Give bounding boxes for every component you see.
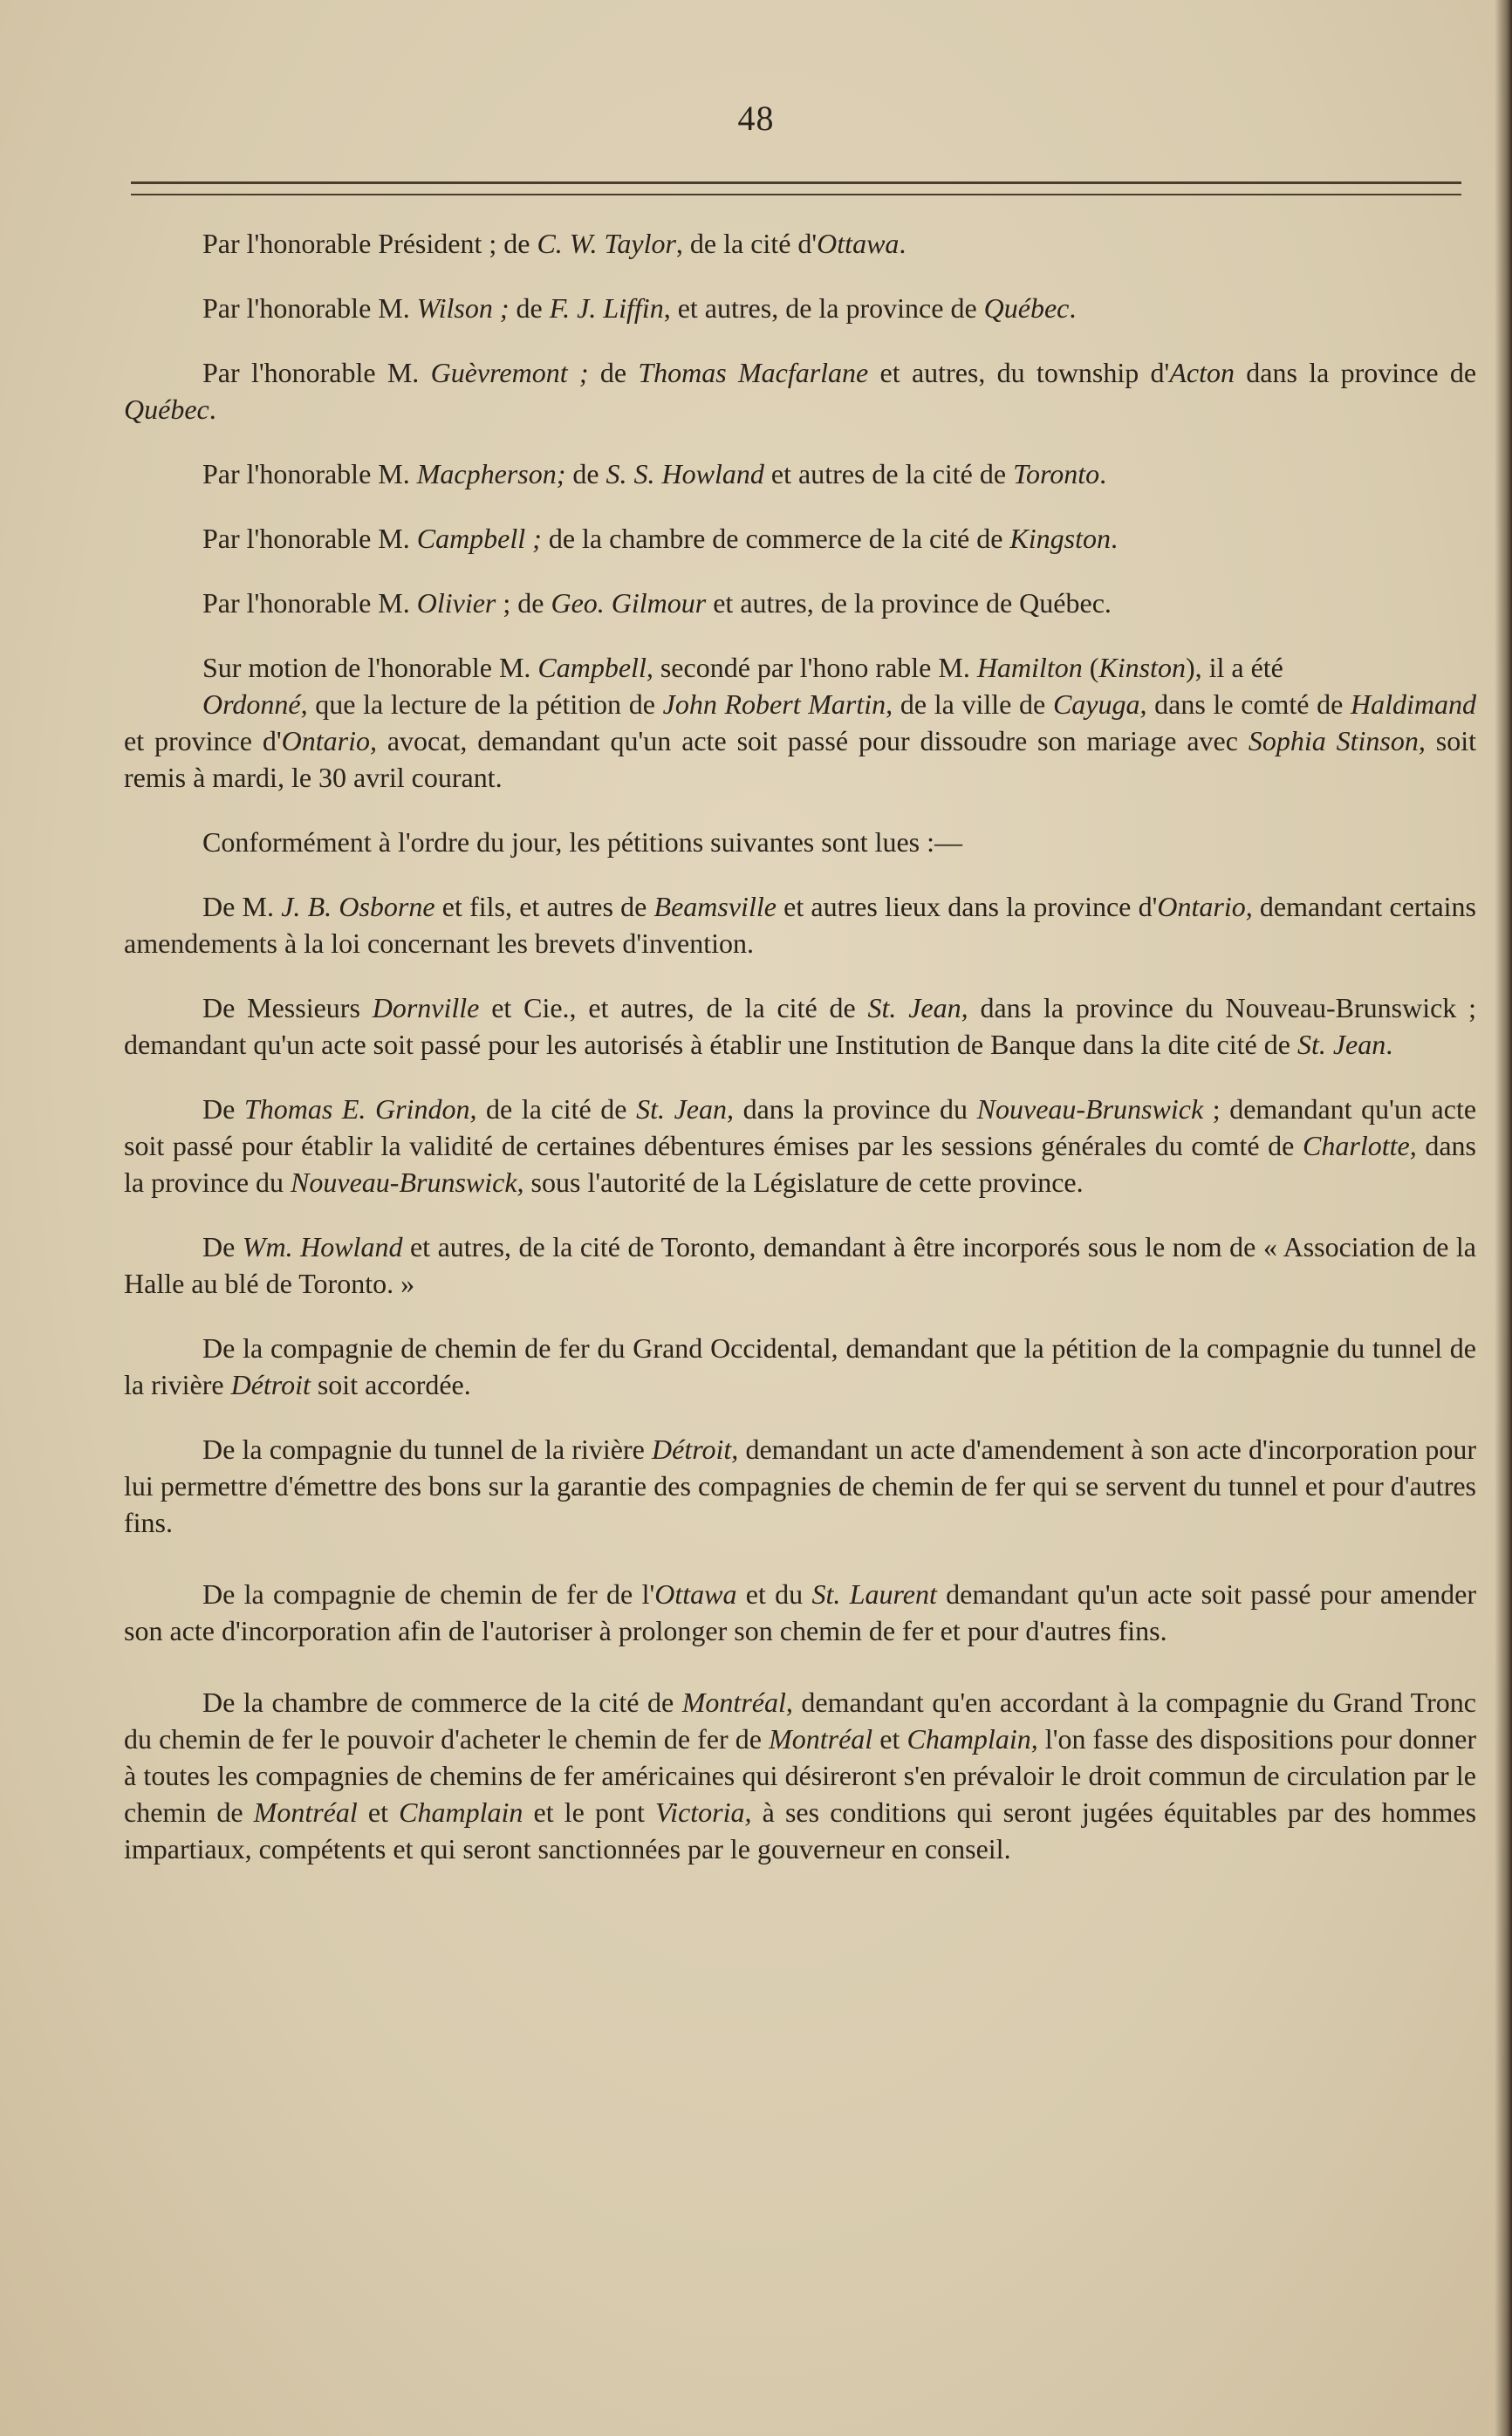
- paragraph: [124, 1431, 1476, 1541]
- text-run: demandant un acte d'amendement à son acte d'incorporation pour lui permettre d'émettre des bons sur la garantie des compagnies de chemin de fer qui se servent du tunnel et pour d'autres fins.: [124, 1434, 1477, 1538]
- text-run: De Messieurs: [202, 992, 373, 1023]
- italic-name: Montréal: [769, 1723, 873, 1755]
- italic-name: Campbell,: [537, 652, 653, 683]
- italic-name: Québec: [983, 292, 1070, 324]
- italic-name: St. Jean,: [636, 1093, 734, 1125]
- italic-name: Sophia Stinson,: [1248, 725, 1426, 756]
- paragraph: [124, 686, 1476, 796]
- text-run: à ses conditions qui seront jugées équitables par des hommes impartiaux, compétents et qui seront sanctionnées par le gouverneur en conseil.: [124, 1796, 1477, 1865]
- italic-name: Macpherson;: [416, 458, 566, 489]
- text-run: .: [899, 228, 907, 259]
- paragraph: [124, 1684, 1476, 1867]
- page-number: 48: [737, 99, 775, 138]
- text-run: Par l'honorable M.: [202, 292, 417, 324]
- paragraph: [124, 290, 1476, 326]
- italic-name: Ontario,: [1157, 891, 1253, 922]
- italic-name: Nouveau-Brunswick,: [291, 1167, 524, 1198]
- italic-name: John Robert Martin,: [662, 688, 893, 720]
- italic-name: S. S. Howland: [605, 458, 764, 489]
- text-run: demandant qu'un acte soit passé pour amender son acte d'incorporation afin de l'autoriser à prolonger son chemin de fer et pour d'autres fins.: [124, 1578, 1477, 1646]
- text-run: et province d': [124, 725, 282, 756]
- text-run: et Cie., et autres, de la cité de: [479, 992, 868, 1023]
- text-run: et autres lieux dans la province d': [776, 891, 1158, 922]
- text-run: avocat, demandant qu'un acte soit passé pour dissoudre son mariage avec: [376, 725, 1249, 756]
- text-run: sous l'autorité de la Législature de cette province.: [523, 1167, 1084, 1198]
- text-run: demandant certains amendements à la loi concernant les brevets d'invention.: [124, 891, 1477, 959]
- italic-name: Thomas E. Grindon,: [243, 1093, 477, 1125]
- paragraph: [124, 888, 1476, 961]
- italic-name: Beamsville: [653, 891, 777, 922]
- italic-name: Nouveau-Brunswick: [976, 1093, 1204, 1125]
- text-run: secondé par l'hono rable M.: [653, 652, 977, 683]
- italic-name: Montréal,: [681, 1687, 793, 1718]
- header-rule-thick: [131, 181, 1461, 184]
- italic-name: Thomas Macfarlane: [638, 357, 869, 388]
- text-run: Conformément à l'ordre du jour, les pétitions suivantes sont lues :—: [202, 826, 963, 858]
- italic-name: Haldimand: [1351, 688, 1477, 720]
- text-run: de la cité de: [476, 1093, 637, 1125]
- text-run: ; de: [496, 587, 551, 619]
- text-run: et: [357, 1796, 400, 1828]
- italic-name: Champlain,: [907, 1723, 1038, 1755]
- italic-name: St. Laurent: [811, 1578, 937, 1610]
- text-run: l'on fasse des dispositions pour donner à toutes les compagnies de chemins de fer américaines qui désireront s'en prévaloir le droit commun de circulation par le chemin de: [124, 1723, 1477, 1828]
- text-run: de: [588, 357, 639, 388]
- text-run: dans le comté de: [1146, 688, 1351, 720]
- italic-name: Victoria,: [655, 1796, 752, 1828]
- text-run: et autres, de la cité de Toronto, demandant à être incorporés sous le nom de « Association de la Halle au blé de Toronto. »: [124, 1231, 1477, 1299]
- italic-name: Champlain: [399, 1796, 523, 1828]
- text-run: Sur motion de l'honorable M.: [202, 652, 538, 683]
- paragraph: [124, 354, 1476, 428]
- text-run: et autres, du township d': [868, 357, 1170, 388]
- italic-name: J. B. Osborne: [281, 891, 435, 922]
- text-run: et fils, et autres de: [434, 891, 654, 922]
- italic-name: Charlotte,: [1303, 1130, 1417, 1161]
- text-run: De la compagnie de chemin de fer de l': [202, 1578, 655, 1610]
- paragraph: [124, 649, 1476, 686]
- text-run: .: [1099, 458, 1107, 489]
- text-run: dans la province du Nouveau-Brunswick ; demandant qu'un acte soit passé pour les autorisés à établir une Institution de Banque dans la dite cité de: [124, 992, 1477, 1060]
- text-run: soit accordée.: [310, 1369, 471, 1400]
- text-run: De: [202, 1093, 244, 1125]
- italic-name: St. Jean: [1296, 1029, 1386, 1060]
- italic-name: Geo. Gilmour: [551, 587, 707, 619]
- text-run: Par l'honorable M.: [202, 523, 417, 554]
- text-run: (: [1082, 652, 1099, 683]
- italic-name: Hamilton: [976, 652, 1083, 683]
- text-run: Par l'honorable Président ; de: [202, 228, 537, 259]
- italic-name: Campbell ;: [416, 523, 542, 554]
- italic-name: St. Jean,: [867, 992, 968, 1023]
- text-run: Par l'honorable M.: [202, 587, 417, 619]
- text-run: .: [1069, 292, 1077, 324]
- text-run: De: [202, 1231, 243, 1262]
- italic-name: Cayuga,: [1052, 688, 1147, 720]
- italic-name: Kinston: [1098, 652, 1186, 683]
- italic-name: Kingston: [1009, 523, 1111, 554]
- paragraph: [124, 1228, 1476, 1302]
- italic-name: Ontario,: [281, 725, 377, 756]
- text-run: ), il a été: [1185, 652, 1283, 683]
- text-run: ; demandant qu'un acte soit passé pour établir la validité de certaines débentures émises par les sessions générales du comté de: [124, 1093, 1477, 1161]
- text-run: de la ville de: [893, 688, 1053, 720]
- text-run: , et autres, de la province de: [663, 292, 984, 324]
- text-run: .: [209, 393, 216, 425]
- text-run: .: [1385, 1029, 1393, 1060]
- text-run: demandant qu'en accordant à la compagnie du Grand Tronc du chemin de fer le pouvoir d'acheter le chemin de fer de: [124, 1687, 1476, 1755]
- paragraph: [124, 1576, 1476, 1649]
- paragraph: [124, 824, 1476, 860]
- header-rule-thin: [131, 194, 1461, 195]
- text-run: dans la province du: [124, 1130, 1477, 1198]
- text-run: de: [565, 458, 606, 489]
- text-run: , de la cité d': [675, 228, 818, 259]
- paragraph: [124, 455, 1476, 492]
- italic-name: Olivier: [416, 587, 496, 619]
- text-run: Par l'honorable M.: [202, 458, 417, 489]
- italic-name: Détroit: [230, 1369, 311, 1400]
- text-run: soit remis à mardi, le 30 avril courant.: [124, 725, 1477, 793]
- italic-name: Ottawa: [817, 228, 900, 259]
- text-run: .: [1110, 523, 1118, 554]
- italic-name: Québec: [124, 393, 209, 425]
- text-run: de la chambre de commerce de la cité de: [541, 523, 1010, 554]
- page-edge-shadow: [1495, 0, 1512, 2436]
- text-run: Par l'honorable M.: [202, 357, 431, 388]
- italic-name: Ordonné,: [202, 688, 308, 720]
- text-run: et autres, de la province de Québec.: [706, 587, 1112, 619]
- text-run: dans la province de: [1234, 357, 1477, 388]
- body-text: [124, 225, 1476, 1867]
- text-run: De la chambre de commerce de la cité de: [202, 1687, 682, 1718]
- text-run: et du: [736, 1578, 812, 1610]
- text-run: et le pont: [523, 1796, 655, 1828]
- text-run: De la compagnie de chemin de fer du Grand Occidental, demandant que la pétition de la compagnie du tunnel de la rivière: [124, 1332, 1476, 1400]
- italic-name: C. W. Taylor: [537, 228, 676, 259]
- text-run: de: [509, 292, 550, 324]
- italic-name: Guèvremont ;: [430, 357, 589, 388]
- paragraph: [124, 1330, 1476, 1403]
- italic-name: Détroit,: [652, 1434, 739, 1465]
- text-run: que la lecture de la pétition de: [307, 688, 663, 720]
- paragraph: [124, 585, 1476, 621]
- italic-name: Wilson ;: [416, 292, 510, 324]
- text-run: De la compagnie du tunnel de la rivière: [202, 1434, 653, 1465]
- paragraph: [124, 225, 1476, 262]
- paragraph: [124, 989, 1476, 1063]
- paragraph: [124, 1091, 1476, 1201]
- italic-name: Montréal: [253, 1796, 358, 1828]
- italic-name: Acton: [1169, 357, 1235, 388]
- paragraph: [124, 520, 1476, 557]
- text-run: De M.: [202, 891, 282, 922]
- italic-name: F. J. Liffin: [549, 292, 664, 324]
- text-run: et: [872, 1723, 907, 1755]
- italic-name: Wm. Howland: [242, 1231, 403, 1262]
- italic-name: Dornville: [372, 992, 480, 1023]
- text-run: dans la province du: [733, 1093, 977, 1125]
- italic-name: Ottawa: [654, 1578, 737, 1610]
- italic-name: Toronto: [1013, 458, 1100, 489]
- text-run: et autres de la cité de: [763, 458, 1014, 489]
